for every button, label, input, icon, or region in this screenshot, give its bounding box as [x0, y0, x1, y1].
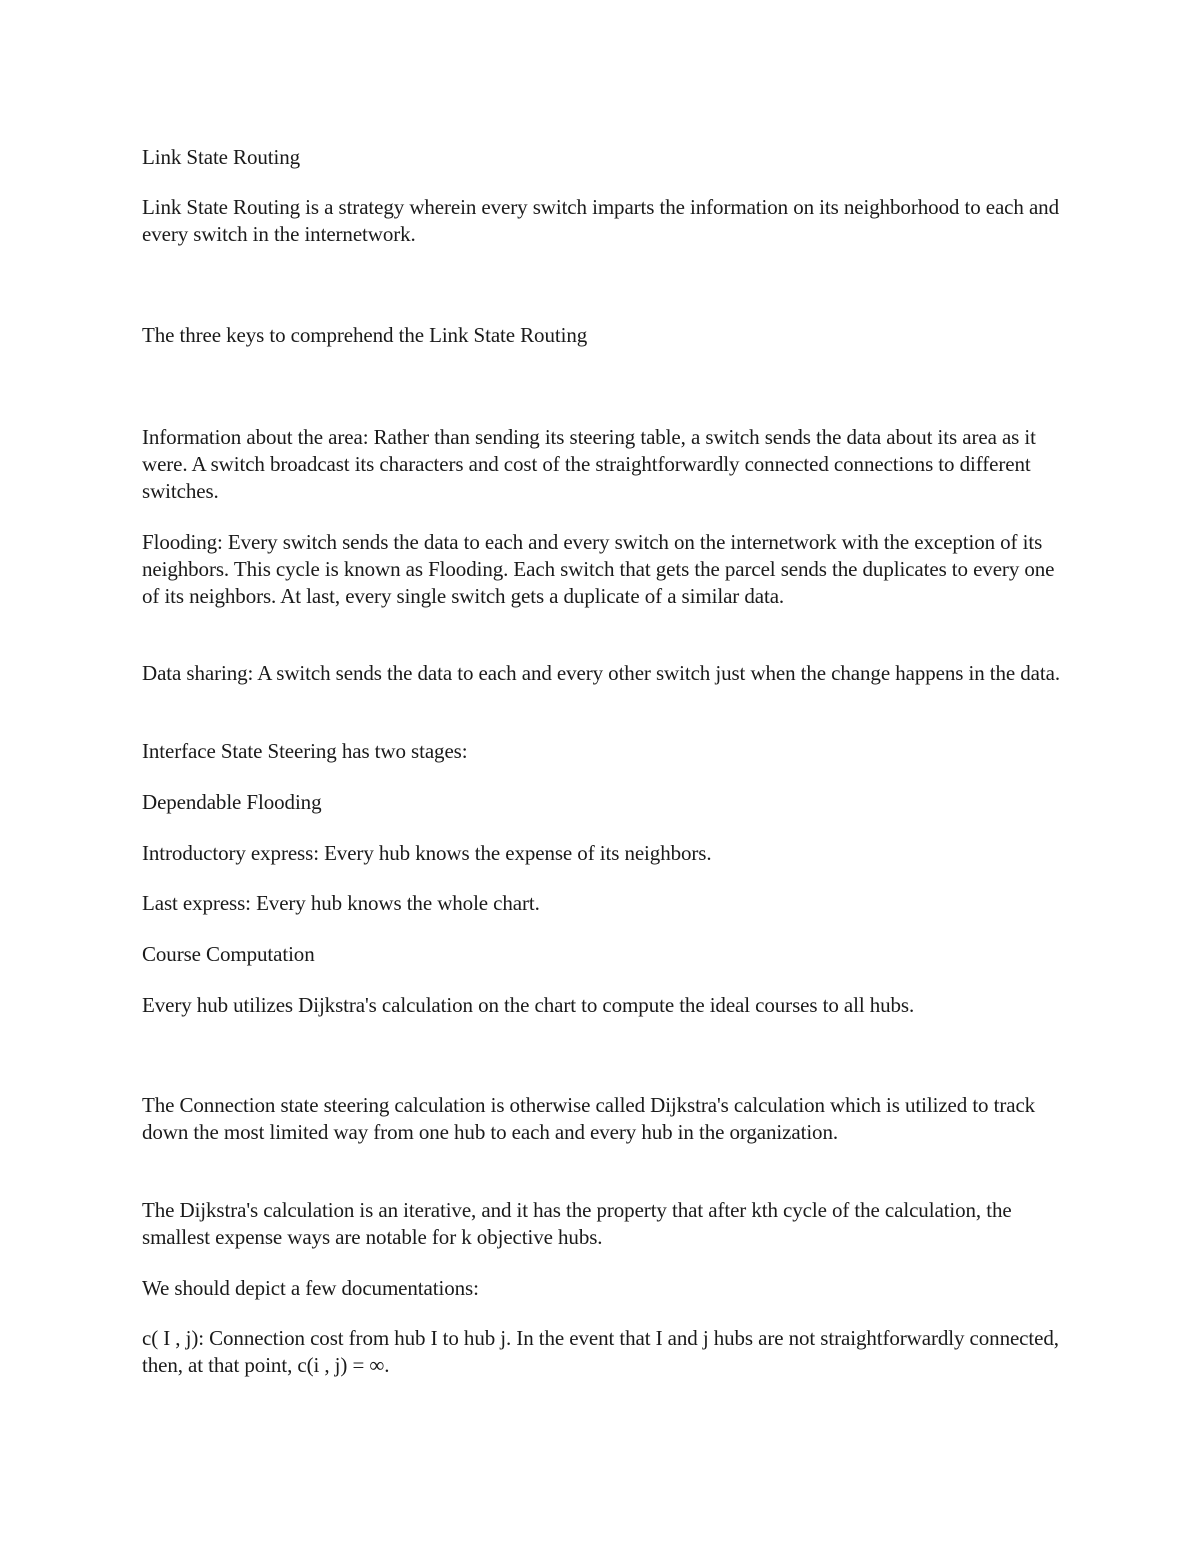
keys-heading: The three keys to comprehend the Link State Routing [142, 323, 588, 347]
dijkstra-intro-paragraph: The Connection state steering calculation is otherwise called Dijkstra's calculation which is utilized to track down the most limited way from one hub to each and every hub in the organization. [142, 1093, 1036, 1144]
stage-flooding-label: Dependable Flooding [142, 790, 322, 814]
stage-computation-label: Course Computation [142, 942, 315, 966]
introductory-express-line: Introductory express: Every hub knows the expense of its neighbors. [142, 841, 712, 865]
key-area-paragraph: Information about the area: Rather than sending its steering table, a switch sends the data about its area as it were. A switch broadcast its characters and cost of the straightforwardly connected connections to different switches. [142, 425, 1036, 503]
notations-heading: We should depict a few documentations: [142, 1276, 479, 1300]
notation-cost-paragraph: c( I , j): Connection cost from hub I to hub j. In the event that I and j hubs are not straightforwardly connected, then, at that point, c(i , j) = ∞. [142, 1326, 1059, 1377]
key-flooding-paragraph: Flooding: Every switch sends the data to each and every switch on the internetwork with the exception of its neighbors. This cycle is known as Flooding. Each switch that gets the parcel sends the duplicates to every one of its neighbors. At last, every single switch gets a duplicate of a similar data. [142, 530, 1055, 608]
last-express-line: Last express: Every hub knows the whole chart. [142, 891, 540, 915]
stages-heading: Interface State Steering has two stages: [142, 739, 468, 763]
document-title: Link State Routing [142, 145, 301, 169]
dijkstra-property-paragraph: The Dijkstra's calculation is an iterative, and it has the property that after kth cycle of the calculation, the smallest expense ways are notable for k objective hubs. [142, 1198, 1012, 1249]
computation-paragraph: Every hub utilizes Dijkstra's calculation on the chart to compute the ideal courses to all hubs. [142, 993, 915, 1017]
key-sharing-paragraph: Data sharing: A switch sends the data to each and every other switch just when the change happens in the data. [142, 661, 1060, 685]
intro-paragraph: Link State Routing is a strategy wherein every switch imparts the information on its neighborhood to each and every switch in the internetwork. [142, 195, 1059, 246]
